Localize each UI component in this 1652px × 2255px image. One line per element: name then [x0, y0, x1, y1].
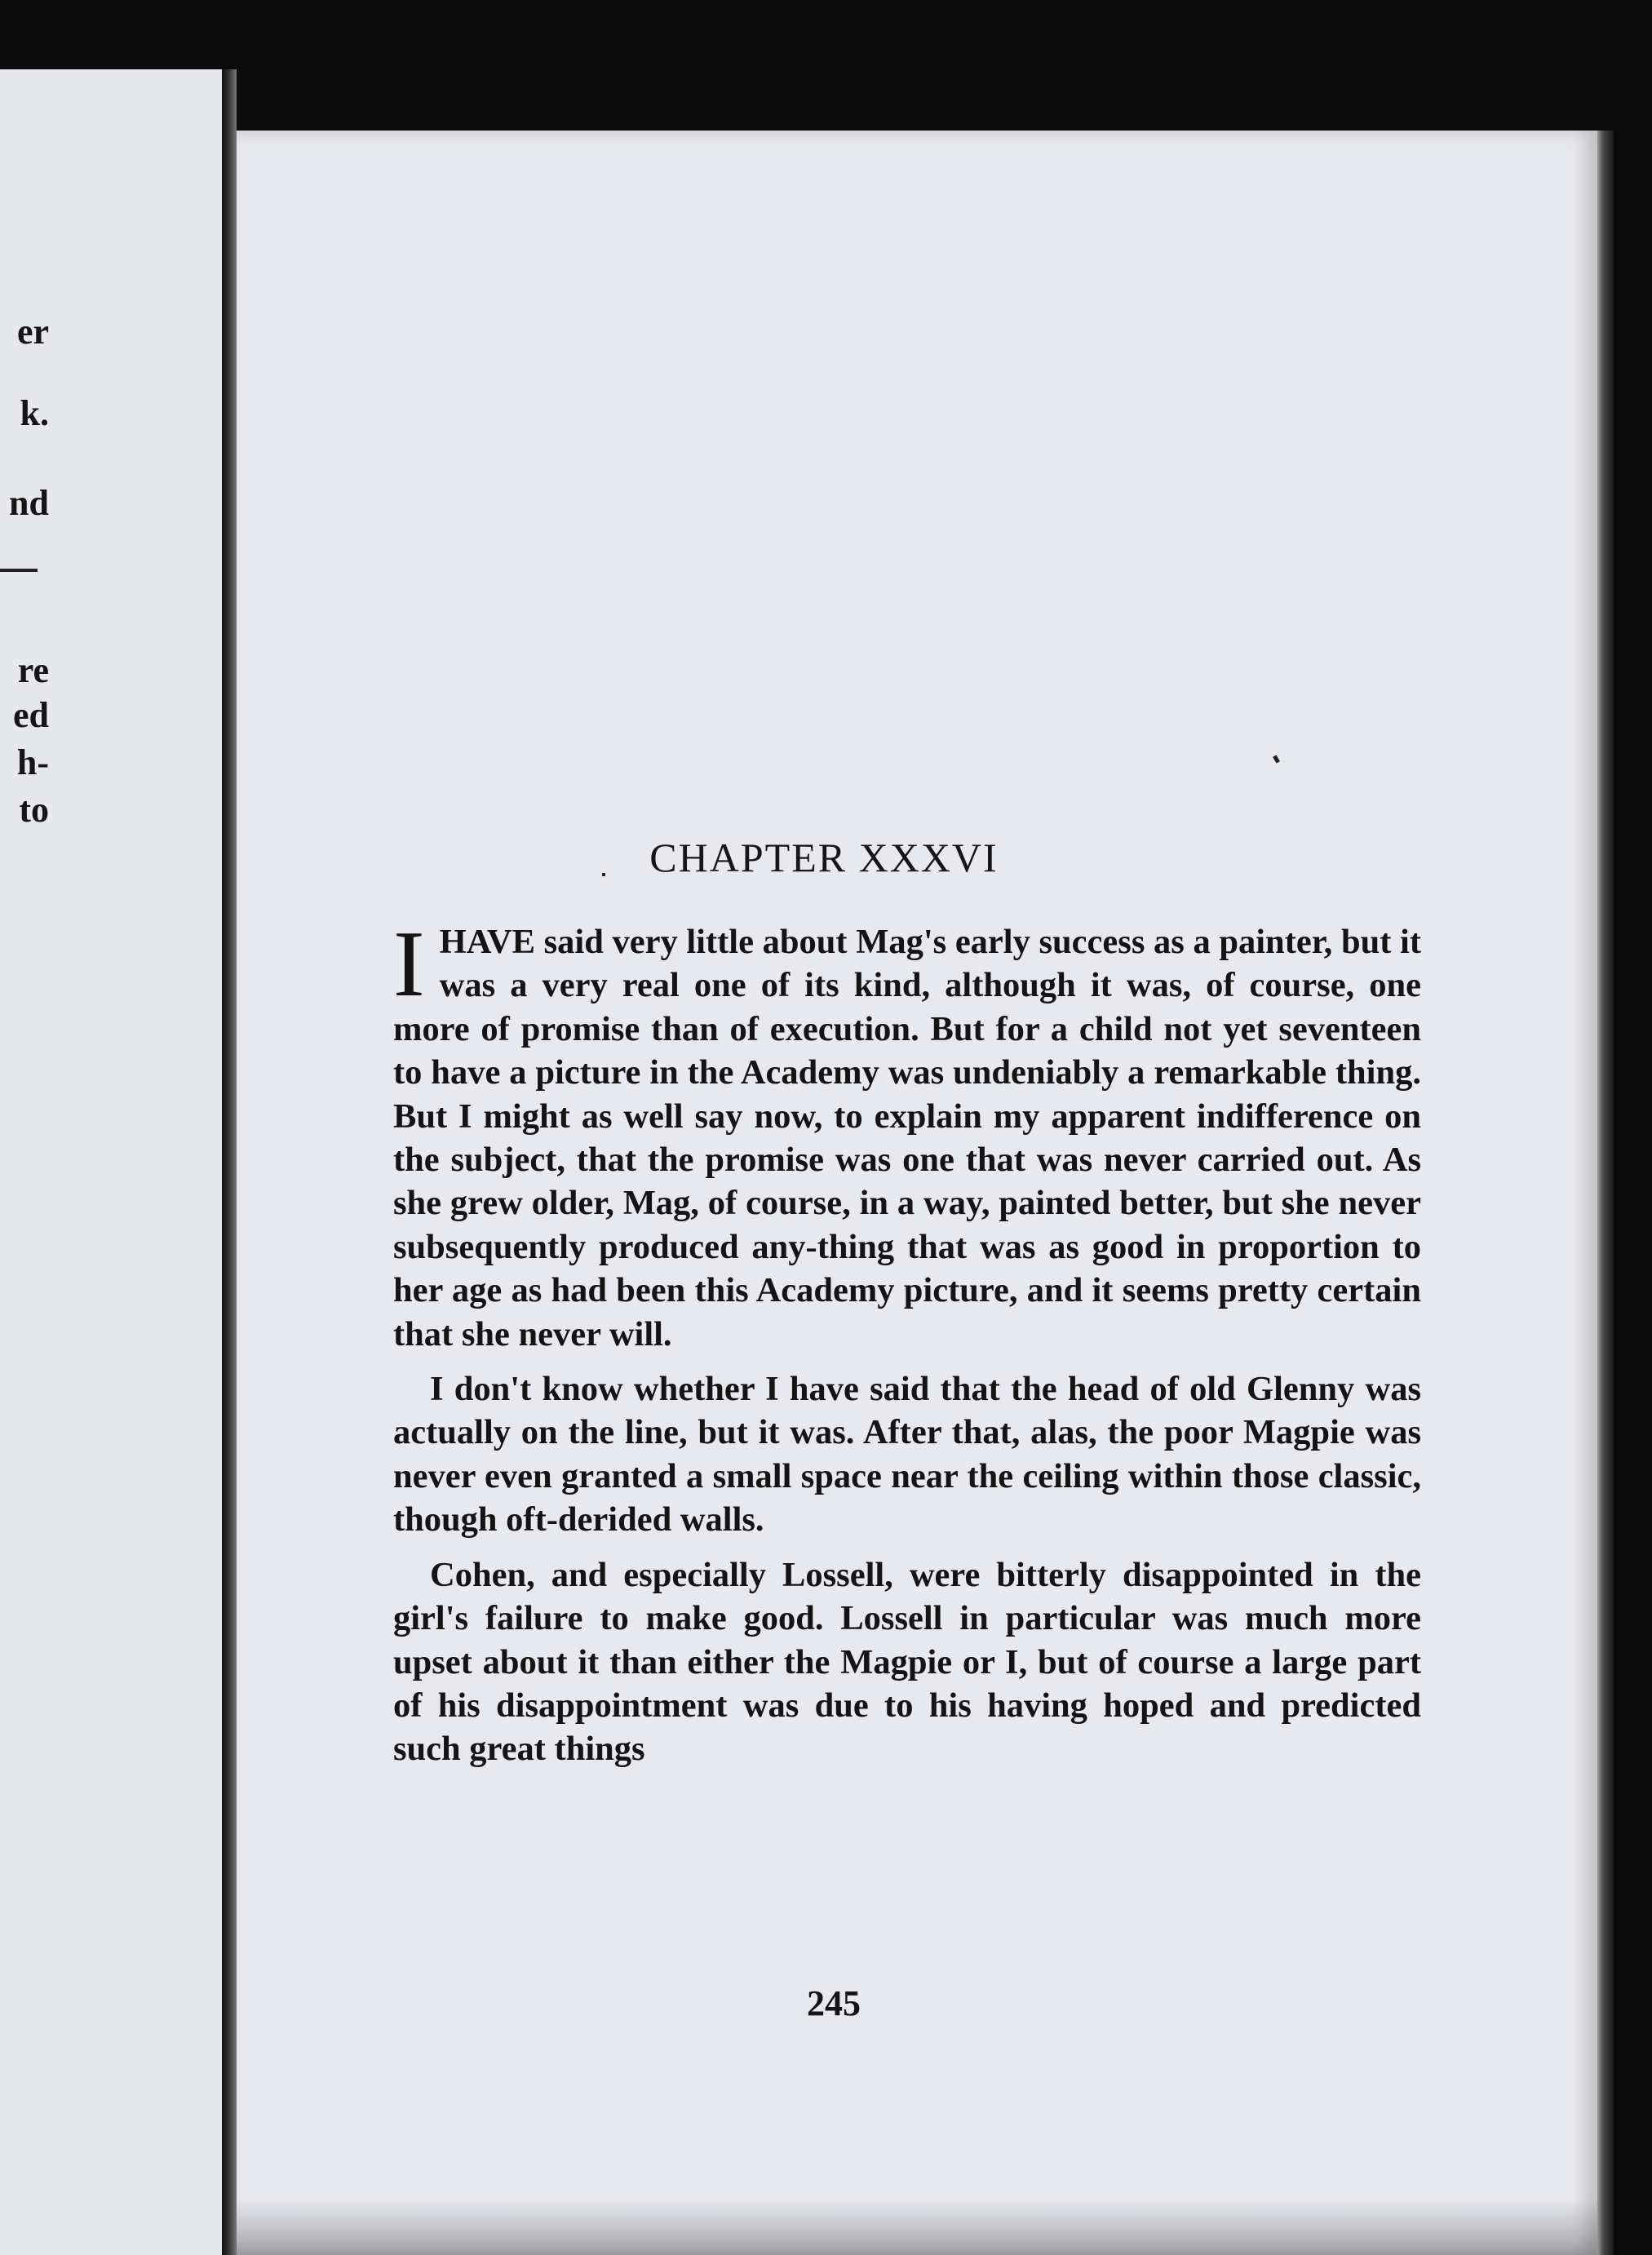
right-page-edge-shadow: [1597, 131, 1614, 2255]
left-page-rule: [0, 569, 38, 572]
left-fragment: k.: [20, 393, 49, 433]
left-fragment: re: [17, 650, 49, 690]
paragraph-text: HAVE said very little about Mag's early success as a painter, but it was a very real one of its kind, although it was, of course, one more of promise than of execution. But for a child not yet seventeen to have a picture in the Academy was undeniably a remarkable thing. But I might as well say now, to explain my apparent indifference on the subject, that the promise was one that was never carried out. As she grew older, Mag, of course, in a way, painted better, but she never subsequently produced any-thing that was as good in proportion to her age as had been this Academy picture, and it seems pretty certain that she never will.: [393, 923, 1421, 1353]
left-fragment: to: [19, 790, 49, 830]
left-fragment: nd: [9, 483, 49, 523]
book-gutter: [222, 69, 237, 2255]
paragraph-text: Cohen, and especially Lossell, were bitterly disappointed in the girl's failure to make good. Lossell in particular was much more upset about it than either the Magpie or I, but of course a large part of his disappointment was due to his having hoped and predicted such great things: [393, 1555, 1421, 1769]
left-fragment: ed: [13, 695, 49, 735]
page-number: 245: [807, 1983, 861, 2023]
chapter-title: CHAPTER XXXVI: [649, 835, 999, 880]
left-fragment: h-: [16, 742, 49, 782]
body-text: [393, 912, 1421, 1771]
paragraph-text: I don't know whether I have said that the head of old Glenny was actually on the line, but it was. After that, alas, the poor Magpie was never even granted a small space near the ceiling within those classic, though oft-derided walls.: [393, 1370, 1421, 1540]
paragraph: [393, 1367, 1421, 1542]
left-page-edge: [0, 69, 222, 2255]
left-page-fragments: [0, 69, 222, 2255]
drop-cap: I: [393, 912, 425, 1017]
left-fragment: er: [16, 312, 49, 352]
paragraph: [393, 912, 1421, 1356]
paragraph: [393, 1553, 1421, 1771]
